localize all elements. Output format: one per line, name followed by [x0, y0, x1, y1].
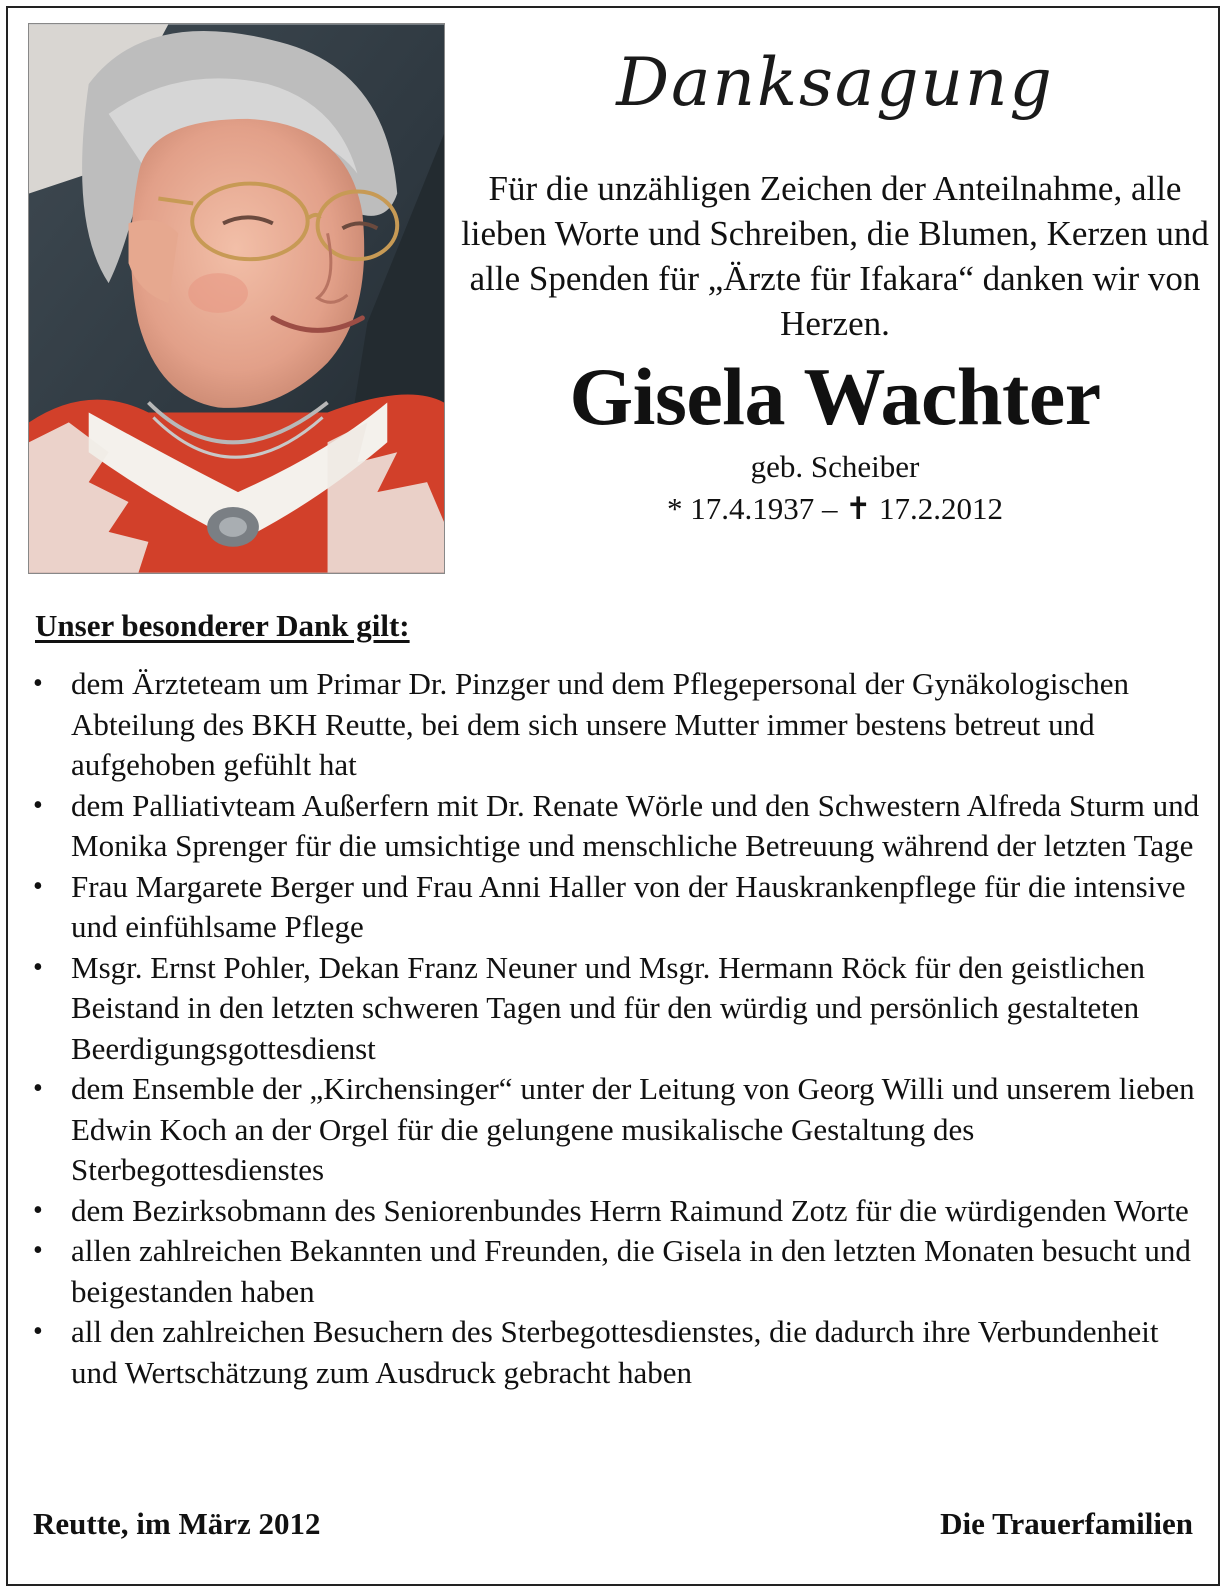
bullet-icon: • — [33, 1194, 43, 1226]
place-date: Reutte, im März 2012 — [33, 1506, 321, 1541]
bullet-icon: • — [33, 1235, 43, 1266]
list-item-text: allen zahlreichen Bekannten und Freunden, die Gisela in den letzten Monaten besucht und beigestanden haben — [71, 1233, 1191, 1309]
header-block — [460, 28, 1210, 530]
list-item — [33, 1069, 1203, 1191]
list-item-text: Frau Margarete Berger und Frau Anni Haller von der Hauskrankenpflege für die intensive und einfühlsame Pflege — [71, 868, 1186, 944]
portrait-photo — [28, 23, 445, 574]
list-item-text: dem Ärzteteam um Primar Dr. Pinzger und dem Pflegepersonal der Gynäkologischen Abteilung des BKH Reutte, bei dem sich unsere Mutter immer bestens betreut und aufgehoben gefühlt hat — [71, 666, 1130, 782]
list-item-text: Msgr. Ernst Pohler, Dekan Franz Neuner und Msgr. Hermann Röck für den geistlichen Beistand in den letzten schweren Tagen und für den würdig und persönlich gestalteten Beerdigungsgottesdienst — [71, 949, 1146, 1066]
list-item — [33, 1191, 1203, 1232]
obituary-card — [6, 6, 1220, 1586]
list-item — [33, 867, 1203, 948]
list-item — [33, 1231, 1203, 1312]
birth-name: geb. Scheiber — [750, 449, 920, 484]
title-danksagung: Danksagung — [616, 44, 1054, 121]
thanks-heading: Unser besonderer Dank gilt: — [35, 608, 410, 643]
bullet-icon: • — [33, 870, 43, 902]
portrait-photo-icon — [29, 24, 444, 573]
list-item — [33, 786, 1203, 867]
list-item — [33, 948, 1203, 1070]
list-item — [33, 664, 1203, 786]
list-item-text: dem Bezirksobmann des Seniorenbundes Herrn Raimund Zotz für die würdigenden Worte — [71, 1192, 1189, 1228]
intro-text: Für die unzähligen Zeichen der Anteilnahme, alle lieben Worte und Schreiben, die Blumen, Kerzen und alle Spenden für „Ärzte für Ifakara“ danken wir von Herzen. — [461, 169, 1209, 343]
list-item-text: dem Palliativteam Außerfern mit Dr. Renate Wörle und den Schwestern Alfreda Sturm und Monika Sprenger für die umsichtige und menschliche Betreuung während der letzten Tage — [71, 787, 1200, 863]
thanks-section — [33, 606, 1203, 1393]
bullet-icon: • — [33, 1316, 43, 1347]
footer — [33, 1506, 1193, 1542]
list-item-text: dem Ensemble der „Kirchensinger“ unter der Leitung von Georg Willi und unserem lieben Edwin Koch an der Orgel für die gelungene musikalische Gestaltung des Sterbegottesdienstes — [71, 1071, 1195, 1187]
list-item — [33, 1312, 1203, 1393]
list-item-text: all den zahlreichen Besuchern des Sterbegottesdienstes, die dadurch ihre Verbundenheit und Wertschätzung zum Ausdruck gebracht haben — [71, 1314, 1159, 1390]
life-dates: * 17.4.1937 – ✝ 17.2.2012 — [667, 491, 1003, 526]
thanks-list — [33, 664, 1203, 1393]
bullet-icon: • — [33, 1073, 43, 1104]
signature: Die Trauerfamilien — [940, 1506, 1193, 1541]
deceased-name: Gisela Wachter — [569, 351, 1101, 442]
bullet-icon: • — [33, 951, 43, 983]
bullet-icon: • — [33, 789, 43, 821]
bullet-icon: • — [33, 668, 43, 699]
